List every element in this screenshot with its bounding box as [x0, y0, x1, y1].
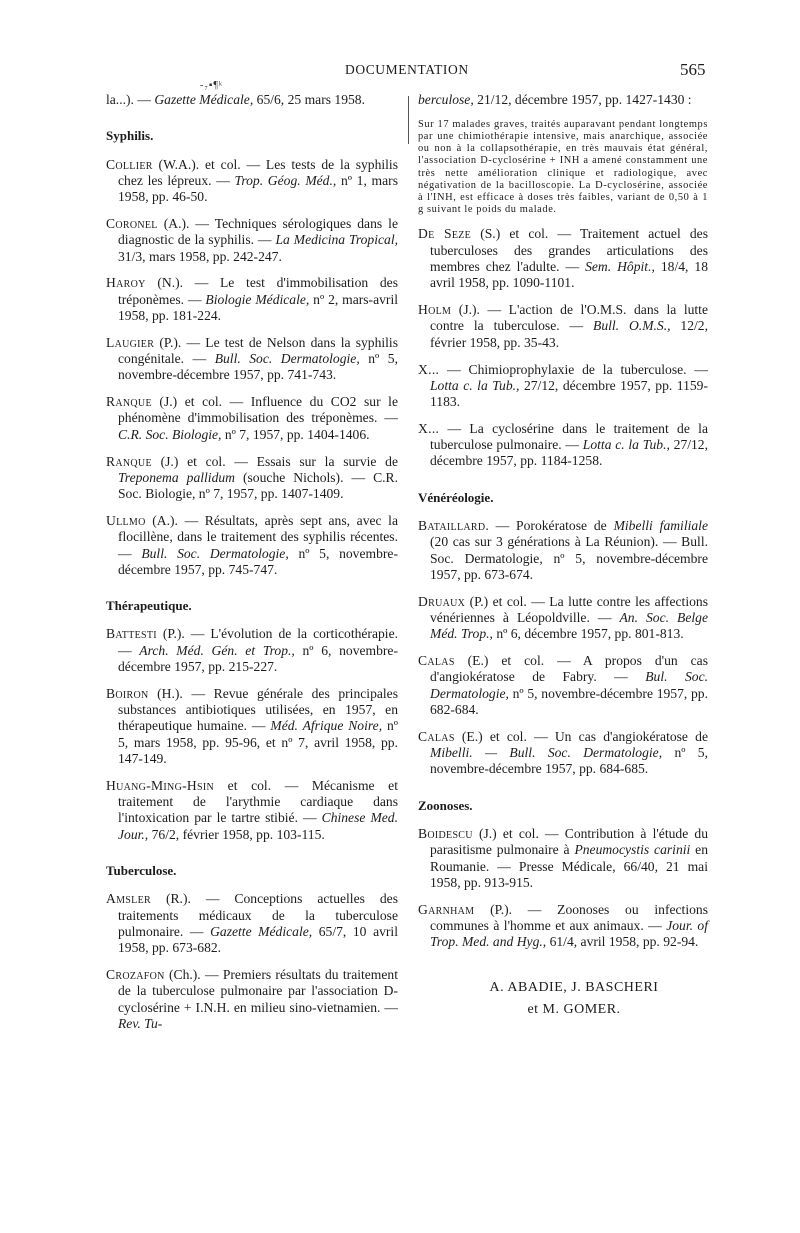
- reference-journal: Trop. Géog. Méd.,: [234, 172, 337, 188]
- reference-entry: [418, 518, 708, 583]
- reference-author: Boiron: [106, 685, 149, 701]
- abstract-note: Sur 17 malades graves, traités auparavant pendant longtemps par une chimiothérapie intensive, mais anarchique, associée ou non à la collapsothérapie, en très mauvais état général, l'association D-cyclosérine + INH a amené constamment une très nette amélioration clinique et radiologique, avec négativation de la bacilloscopie. La D-cyclosérine, associée à l'INH, est efficace à doses très faibles, variant de 0,50 à 1 g suivant le poids du malade.: [418, 118, 708, 216]
- section-heading-syphilis: Syphilis.: [106, 128, 154, 144]
- reference-title: (Ch.). — Premiers résultats du traitement de la tuberculose pulmonaire par l'association D-cyclosérine + I.N.H. en milieu sino-vietnamien. —: [118, 966, 398, 1015]
- reference-title: (J.). — L'action de l'O.M.S. dans la lutte contre la tuberculose. —: [430, 302, 708, 334]
- section-heading-therapeutique: Thérapeutique.: [106, 598, 192, 614]
- right-column: [418, 92, 708, 1021]
- reference-author: Ranque: [106, 453, 152, 469]
- reference-journal: Mibelli familiale: [613, 518, 708, 534]
- reference-author: Laugier: [106, 334, 155, 350]
- reference-details: nº 5, novembre-décembre 1957, pp. 745-747.: [118, 545, 398, 577]
- reference-title: et col. — Mécanisme et traitement de l'arythmie cardiaque dans l'intoxication par le tartre stibié. —: [118, 777, 398, 826]
- reference-journal: Treponema pallidum: [118, 469, 235, 485]
- reference-entry: [418, 826, 708, 891]
- reference-title: (W.A.). et col. — Les tests de la syphilis chez les lépreux. —: [118, 156, 398, 188]
- zoonoses-list: [418, 826, 708, 951]
- reference-entry: [106, 157, 398, 206]
- reference-journal: Lotta c. la Tub.,: [430, 377, 520, 393]
- reference-author: Bataillard: [418, 518, 486, 534]
- reference-journal: Bull. Soc. Dermatologie,: [141, 545, 289, 561]
- handwritten-mark: -₇▪¶ᵏ: [200, 80, 224, 91]
- reference-title: (J.) et col. — Contribution à l'étude du parasitisme pulmonaire à: [430, 826, 708, 858]
- reference-journal: Rev. Tu-: [118, 1015, 163, 1031]
- syphilis-list: [106, 157, 398, 579]
- reference-journal: An. Soc. Belge Méd. Trop.,: [430, 610, 708, 642]
- reference-journal: Pneumocystis carinii: [574, 842, 691, 858]
- reference-author: Holm: [418, 302, 452, 318]
- signature: [418, 977, 708, 1021]
- continued-entry: berculose, 21/12, décembre 1957, pp. 1427-1430 :: [418, 92, 692, 107]
- reference-journal: Bul. Soc. Dermatologie,: [430, 669, 708, 701]
- reference-entry: [418, 302, 708, 351]
- tuberculose-list-right: [418, 226, 708, 469]
- reference-entry: [106, 626, 398, 675]
- reference-title: (P.). — Le test de Nelson dans la syphilis congénitale. —: [118, 334, 398, 367]
- reference-title: (A.). — Techniques sérologiques dans le diagnostic de la syphilis. —: [118, 215, 398, 248]
- reference-details: nº 1, mars 1958, pp. 46-50.: [118, 172, 398, 205]
- reference-author: Ullmo: [106, 512, 146, 528]
- reference-author: Battesti: [106, 626, 157, 642]
- page-number: 565: [680, 60, 706, 79]
- venereologie-list: [418, 518, 708, 778]
- reference-title: (P.). — L'évolution de la corticothérapie. —: [118, 626, 398, 658]
- reference-author: Huang-Ming-Hsin: [106, 777, 215, 793]
- reference-details: 65/7, 10 avril 1958, pp. 673-682.: [118, 923, 398, 956]
- section-heading-venereologie: Vénéréologie.: [418, 489, 494, 505]
- continued-entry: la...). — Gazette Médicale, 65/6, 25 mars 1958.: [106, 92, 366, 107]
- reference-details: 61/4, avril 1958, pp. 92-94.: [546, 934, 699, 950]
- reference-journal: C.R. Soc. Biologie,: [118, 426, 222, 442]
- reference-author: Coronel: [106, 215, 158, 231]
- reference-entry: [418, 362, 708, 411]
- reference-journal: Bull. O.M.S.,: [593, 318, 671, 334]
- reference-entry: [418, 594, 708, 643]
- reference-journal: Arch. Méd. Gén. et Trop.,: [139, 642, 295, 658]
- reference-title: (P.) et col. — La lutte contre les affections vénériennes à Léopoldville. —: [430, 593, 708, 626]
- reference-title: (R.). — Conceptions actuelles des traitements médicaux de la tuberculose pulmonaire. —: [118, 891, 398, 939]
- reference-entry: [106, 967, 398, 1032]
- reference-author: Haroy: [106, 275, 146, 291]
- reference-journal: Mibelli. — Bull. Soc. Dermatologie,: [430, 745, 663, 761]
- reference-title: (P.). — Zoonoses ou infections communes à l'homme et aux animaux. —: [430, 901, 708, 934]
- reference-title: (J.) et col. — Essais sur la survie de: [151, 453, 398, 469]
- reference-author: De Seze: [418, 226, 472, 242]
- reference-journal: Sem. Hôpit.,: [585, 259, 655, 275]
- page-header: [0, 60, 800, 80]
- reference-entry: [106, 275, 398, 324]
- reference-title: (H.). — Revue générale des principales substances antibiotiques utilisées, en 1957, en thérapeutique humaine. —: [118, 685, 398, 734]
- reference-entry: [418, 653, 708, 718]
- signature-authors-end: et M. GOMER.: [527, 1001, 621, 1017]
- reference-title: (N.). — Le test d'immobilisation des tréponèmes. —: [118, 275, 398, 307]
- reference-title: (E.) et col. — Un cas d'angiokératose de: [454, 728, 708, 744]
- reference-details: nº 5, novembre-décembre 1957, pp. 682-684.: [430, 685, 708, 718]
- reference-journal: Jour. of Trop. Med. and Hyg.,: [430, 918, 708, 950]
- reference-entry: [418, 729, 708, 778]
- reference-details: nº 5, novembre-décembre 1957, pp. 741-743.: [118, 351, 398, 383]
- reference-entry: [106, 216, 398, 265]
- reference-journal: Méd. Afrique Noire,: [270, 718, 383, 734]
- reference-journal: La Medicina Tropical,: [275, 232, 398, 248]
- left-column: [106, 92, 398, 1043]
- section-heading-tuberculose: Tuberculose.: [106, 862, 177, 878]
- reference-journal: Biologie Médicale,: [205, 291, 310, 307]
- reference-entry: [106, 394, 398, 443]
- reference-details: nº 7, 1957, pp. 1404-1406.: [221, 426, 370, 442]
- reference-title: — La cyclosérine dans le traitement de la tuberculose pulmonaire. —: [430, 420, 708, 453]
- reference-entry: [106, 778, 398, 843]
- therapeutique-list: [106, 626, 398, 843]
- reference-author: Ranque: [106, 394, 152, 410]
- reference-title: — Chimioprophylaxie de la tuberculose. —: [439, 361, 708, 377]
- reference-entry: [106, 335, 398, 384]
- reference-details: nº 6, décembre 1957, pp. 801-813.: [492, 626, 684, 642]
- signature-authors: A. ABADIE, J. BASCHERI: [489, 979, 659, 995]
- reference-author: Boidescu: [418, 826, 473, 842]
- tuberculose-list-left: [106, 891, 398, 1032]
- reference-author: Amsler: [106, 891, 151, 907]
- reference-details: 31/3, mars 1958, pp. 242-247.: [118, 248, 282, 264]
- reference-title: (E.) et col. — A propos d'un cas d'angiokératose de Fabry. —: [430, 653, 708, 685]
- reference-details: 12/2, février 1958, pp. 35-43.: [430, 318, 708, 350]
- reference-details: 18/4, 18 avril 1958, pp. 1090-1101.: [430, 259, 708, 291]
- reference-title: (J.) et col. — Influence du CO2 sur le phénomène d'immobilisation des tréponèmes. —: [118, 394, 398, 426]
- reference-author: Garnham: [418, 901, 475, 917]
- reference-entry: [418, 226, 708, 291]
- reference-details: nº 2, mars-avril 1958, pp. 181-224.: [118, 291, 398, 323]
- reference-title: (A.). — Résultats, après sept ans, avec la flocillène, dans le traitement des syphilis récentes. —: [118, 512, 398, 561]
- reference-entry: [106, 454, 398, 503]
- section-heading-zoonoses: Zoonoses.: [418, 797, 473, 813]
- reference-details: (20 cas sur 3 générations à La Réunion). — Bull. Soc. Dermatologie, nº 5, novembre-décembre 1957, pp. 673-674.: [430, 534, 708, 582]
- reference-author: Druaux: [418, 593, 466, 609]
- reference-details: 27/12, décembre 1957, pp. 1159-1183.: [430, 377, 708, 410]
- reference-title: (S.) et col. — Traitement actuel des tuberculoses des grandes articulations des membres chez l'adulte. —: [430, 226, 708, 275]
- reference-journal: Chinese Med. Jour.,: [118, 810, 399, 842]
- running-title: DOCUMENTATION: [345, 62, 469, 77]
- reference-journal: Gazette Médicale,: [210, 923, 313, 939]
- reference-author: X...: [418, 420, 440, 436]
- reference-journal: Bull. Soc. Dermatologie,: [214, 351, 360, 367]
- reference-entry: [106, 686, 398, 767]
- reference-entry: [106, 513, 398, 578]
- reference-details: (souche Nichols). — C.R. Soc. Biologie, nº 7, 1957, pp. 1407-1409.: [118, 469, 398, 502]
- reference-entry: [418, 902, 708, 951]
- reference-details: nº 6, novembre-décembre 1957, pp. 215-227.: [118, 642, 398, 675]
- reference-details: en Roumanie. — Presse Médicale, 66/40, 21 mai 1958, pp. 913-915.: [430, 842, 708, 890]
- reference-journal: Lotta c. la Tub.,: [582, 437, 670, 453]
- reference-author: Crozafon: [106, 966, 165, 982]
- column-rule: [408, 96, 409, 144]
- reference-details: nº 5, mars 1958, pp. 95-96, et nº 7, avril 1958, pp. 147-149.: [118, 718, 398, 766]
- reference-author: X...: [418, 361, 440, 377]
- reference-author: Collier: [106, 156, 153, 172]
- reference-details: nº 5, novembre-décembre 1957, pp. 684-685.: [430, 745, 708, 777]
- reference-entry: [106, 891, 398, 956]
- reference-details: 27/12, décembre 1957, pp. 1184-1258.: [430, 437, 709, 469]
- reference-entry: [418, 421, 708, 470]
- reference-author: Calas: [418, 728, 455, 744]
- reference-details: 76/2, février 1958, pp. 103-115.: [148, 826, 325, 842]
- reference-author: Calas: [418, 653, 455, 669]
- reference-title: . — Porokératose de: [485, 518, 614, 534]
